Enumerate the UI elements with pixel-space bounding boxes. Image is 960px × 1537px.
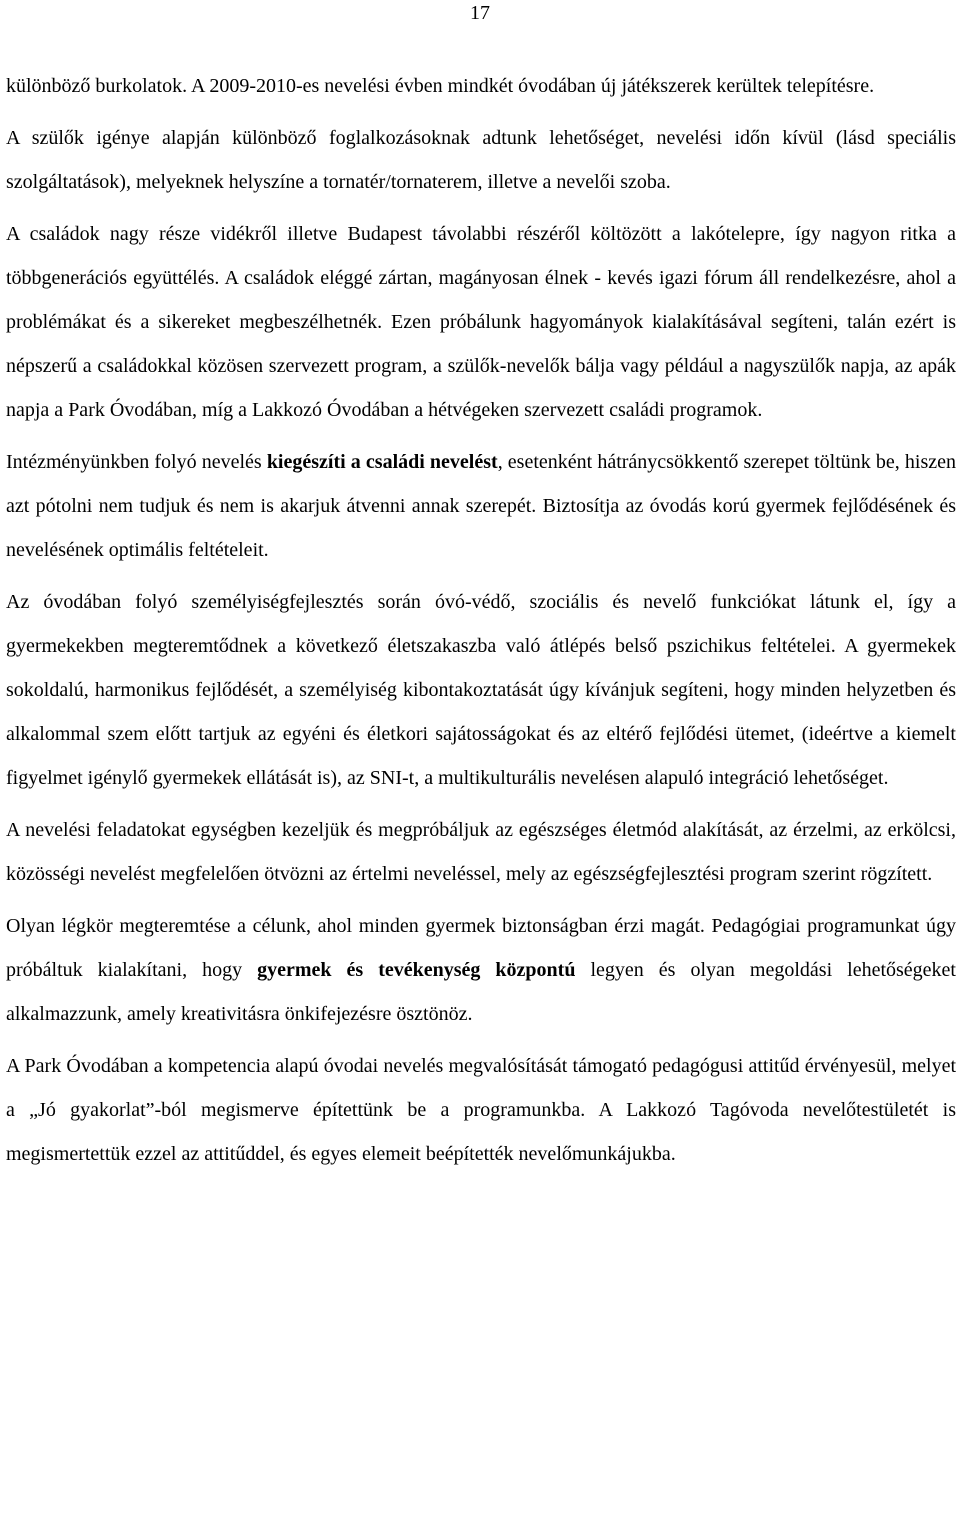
page-number: 17: [470, 2, 490, 24]
paragraph-text: A szülők igénye alapján különböző foglalkozásoknak adtunk lehetőséget, nevelési időn kívül (lásd speciális szolgáltatások), melyeknek helyszíne a tornatér/tornaterem, illetve a nevelői szoba.: [6, 127, 956, 193]
paragraph: [6, 212, 956, 432]
paragraph: [6, 580, 956, 800]
paragraph: [6, 808, 956, 896]
emphasis-text: kiegészíti a családi nevelést: [266, 451, 498, 473]
paragraph: [6, 64, 956, 108]
paragraph-text: Intézményünkben folyó nevelés: [6, 451, 267, 473]
paragraph-text: A családok nagy része vidékről illetve Budapest távolabbi részéről költözött a lakótelepre, így nagyon ritka a többgenerációs együttélés. A családok eléggé zártan, magányosan élnek - kevés igazi fórum áll rendelkezésre, ahol a problémákat és a sikereket megbeszélhetnék. Ezen próbálunk hagyományok kialakításával segíteni, talán ezért is népszerű a családokkal közösen szervezett program, a szülők-nevelők bálja vagy például a nagyszülők napja, az apák napja a Park Óvodában, míg a Lakkozó Óvodában a hétvégeken szervezett családi programok.: [6, 223, 956, 421]
paragraph-text: legyen és olyan megoldási lehetőségeket alkalmazzunk, amely kreativitásra önkifejezésre ösztönöz.: [6, 959, 956, 1025]
paragraph-text: különböző burkolatok. A 2009-2010-es nevelési évben mindkét óvodában új játékszerek kerültek telepítésre.: [6, 75, 875, 97]
paragraph-text: A nevelési feladatokat egységben kezeljük és megpróbáljuk az egészséges életmód alakítását, az érzelmi, az erkölcsi, közösségi nevelést megfelelően ötvözni az értelmi neveléssel, mely az egészségfejlesztési program szerint rögzített.: [6, 819, 956, 885]
emphasis-text: gyermek és tevékenység központú: [257, 959, 576, 981]
paragraph-text: , esetenként hátránycsökkentő szerepet töltünk be, hiszen azt pótolni nem tudjuk és nem is akarjuk átvenni annak szerepét. Biztosítja az óvodás korú gyermek fejlődésének és nevelésének optimális feltételeit.: [6, 451, 956, 561]
paragraph: [6, 116, 956, 204]
paragraph: [6, 1044, 956, 1176]
paragraph-text: A Park Óvodában a kompetencia alapú óvodai nevelés megvalósítását támogató pedagógusi attitűd érvényesül, melyet a „Jó gyakorlat”-ból megismerve építettünk be a programunkba. A Lakkozó Tagóvoda nevelőtestületét is megismertettük ezzel az attitűddel, és egyes elemeit beépítették nevelőmunkájukba.: [6, 1055, 956, 1165]
paragraph-text: Az óvodában folyó személyiségfejlesztés során óvó-védő, szociális és nevelő funkciókat látunk el, így a gyermekekben megteremtődnek a következő életszakaszba való átlépés belső pszichikus feltételei. A gyermekek sokoldalú, harmonikus fejlődését, a személyiség kibontakoztatását úgy kívánjuk segíteni, hogy minden helyzetben és alkalommal szem előtt tartjuk az egyéni és életkori sajátosságokat és az eltérő fejlődési ütemet, (ideértve a kiemelt figyelmet igénylő gyermekek ellátását is), az SNI-t, a multikulturális nevelésen alapuló integráció lehetőséget.: [6, 591, 956, 789]
paragraph-text: Olyan légkör megteremtése a célunk, ahol minden gyermek biztonságban érzi magát. Pedagógiai programunkat úgy próbáltuk kialakítani, hogy: [6, 915, 956, 981]
document-body: [6, 64, 956, 1184]
paragraph: [6, 904, 956, 1036]
paragraph: [6, 440, 956, 572]
